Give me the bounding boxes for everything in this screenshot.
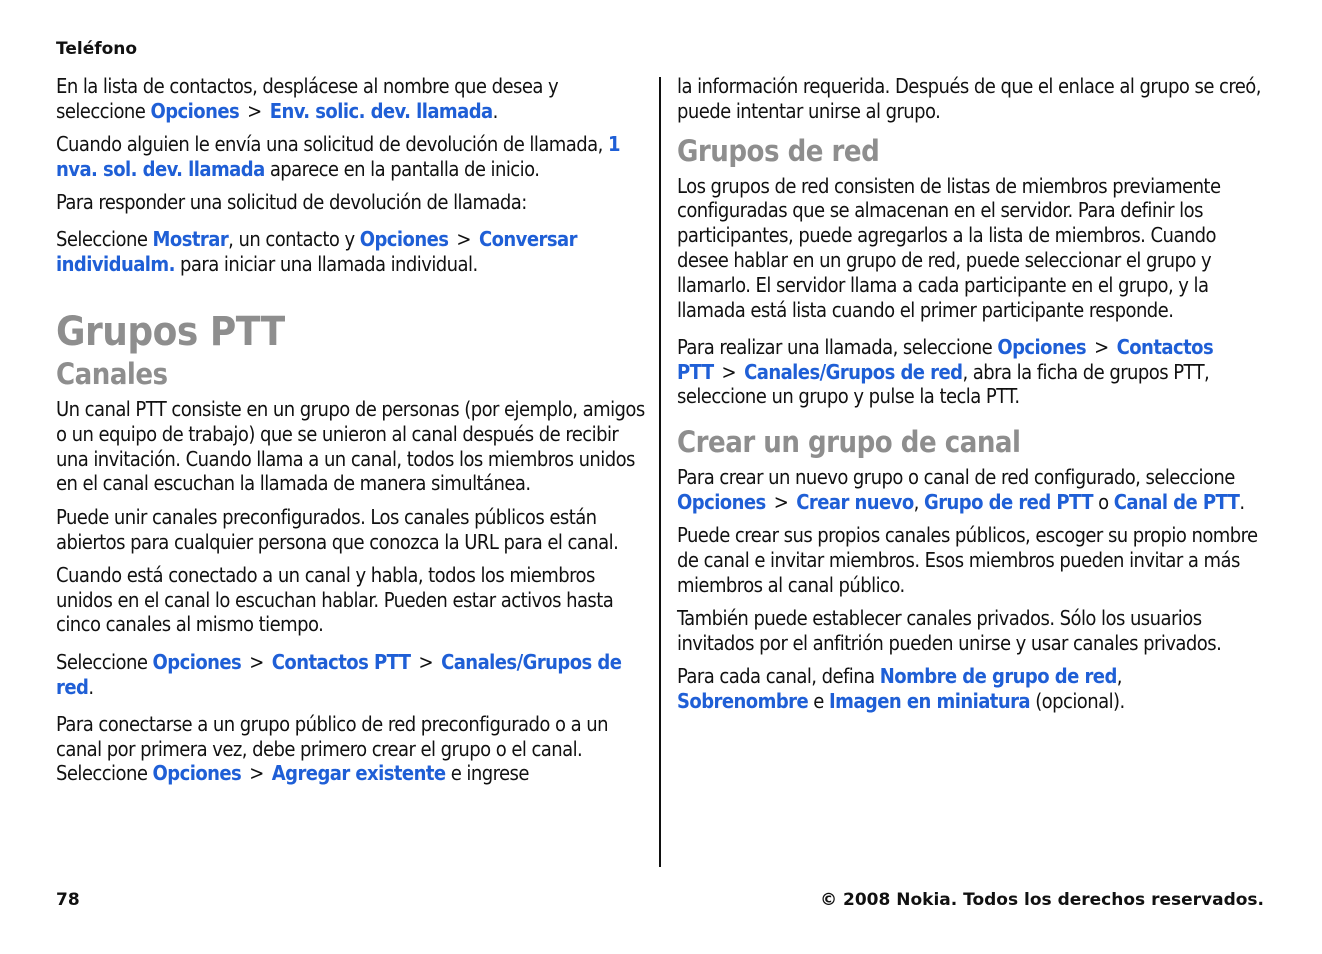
paragraph-incoming-request: Cuando alguien le envía una solicitud de devolución de llamada, 1 nva. sol. dev. llamada aparece en la pantalla de inicio.: [56, 132, 620, 181]
paragraph-own-public-channels: Puede crear sus propios canales públicos, escoger su propio nombre de canal e invitar miembros. Esos miembros pueden invitar a más miembros al canal público.: [677, 523, 1258, 597]
link-opciones[interactable]: Opciones: [997, 334, 1087, 359]
paragraph-channel-def: Un canal PTT consiste en un grupo de personas (por ejemplo, amigos o un equipo de trabajo) que se unieron al canal después de recibir una invitación. Cuando llama a un canal, todos los miembros unidos en el canal escuchan la llamada de manera simultánea.: [56, 397, 645, 496]
link-opciones[interactable]: Opciones: [150, 98, 240, 123]
section-heading-grupos-de-red: Grupos de red: [677, 133, 880, 168]
link-imagen-miniatura[interactable]: Imagen en miniatura: [829, 689, 1031, 714]
paragraph-connected: Cuando está conectado a un canal y habla, todos los miembros unidos en el canal lo escuchan hablar. Pueden estar activos hasta cinco canales al mismo tiempo.: [56, 562, 614, 637]
paragraph-public-channels: Puede unir canales preconfigurados. Los canales públicos están abiertos para cualquier persona que conozca la URL para el canal.: [56, 504, 619, 554]
paragraph-select-channels: Seleccione Opciones > Contactos PTT > Canales/Grupos de red.: [56, 649, 622, 699]
page-number: 78: [56, 890, 80, 910]
paragraph-define-channel: Para cada canal, defina Nombre de grupo de red, Sobrenombre e Imagen en miniatura (opcional).: [677, 664, 1125, 714]
link-conversar[interactable]: Conversar individualm.: [56, 227, 577, 277]
right-column: [677, 74, 1269, 722]
paragraph-return-call-request: En la lista de contactos, desplácese al nombre que desea y seleccione Opciones > Env. solic. dev. llamada.: [56, 74, 559, 123]
left-column: [56, 74, 648, 795]
copyright-notice: © 2008 Nokia. Todos los derechos reservados.: [820, 890, 1264, 910]
column-divider: [659, 77, 661, 867]
paragraph-create-group: Para crear un nuevo grupo o canal de red configurado, seleccione Opciones > Crear nuevo, Grupo de red PTT o Canal de PTT.: [677, 465, 1245, 515]
link-nva-sol[interactable]: 1 nva. sol. dev. llamada: [56, 132, 620, 181]
link-crear-nuevo[interactable]: Crear nuevo: [796, 490, 914, 515]
paragraph-connect-public: Para conectarse a un grupo público de red preconfigurado o a un canal por primera vez, debe primero crear el grupo o el canal. Seleccione Opciones > Agregar existente e ingrese: [56, 711, 608, 786]
link-canales-grupos[interactable]: Canales/Grupos de red: [56, 649, 622, 699]
link-nombre-grupo[interactable]: Nombre de grupo de red: [879, 664, 1117, 689]
link-sobrenombre[interactable]: Sobrenombre: [677, 689, 809, 714]
section-heading-canales: Canales: [56, 357, 168, 392]
link-canal-ptt[interactable]: Canal de PTT: [1113, 490, 1240, 515]
paragraph-respond: Para responder una solicitud de devolución de llamada:: [56, 190, 527, 215]
paragraph-continued: la información requerida. Después de que el enlace al grupo se creó, puede intentar unirse al grupo.: [677, 74, 1261, 123]
link-mostrar[interactable]: Mostrar: [152, 227, 229, 252]
page-title: Grupos PTT: [56, 309, 285, 356]
link-opciones[interactable]: Opciones: [152, 761, 242, 786]
link-contactos-ptt[interactable]: Contactos PTT: [677, 334, 1214, 384]
link-contactos-ptt[interactable]: Contactos PTT: [271, 649, 411, 674]
section-heading-crear-grupo: Crear un grupo de canal: [677, 425, 1021, 460]
paragraph-private-channels: También puede establecer canales privados. Sólo los usuarios invitados por el anfitrión pueden unirse y usar canales privados.: [677, 606, 1222, 656]
link-opciones[interactable]: Opciones: [359, 227, 449, 252]
paragraph-select-show: Seleccione Mostrar, un contacto y Opciones > Conversar individualm. para iniciar una llamada individual.: [56, 227, 577, 277]
paragraph-make-call: Para realizar una llamada, seleccione Opciones > Contactos PTT > Canales/Grupos de red, abra la ficha de grupos PTT, seleccione un grupo y pulse la tecla PTT.: [677, 334, 1214, 409]
link-agregar-existente[interactable]: Agregar existente: [271, 761, 446, 786]
paragraph-network-groups: Los grupos de red consisten de listas de miembros previamente configuradas que se almacenan en el servidor. Para definir los participantes, puede agregarlos a la lista de miembros. Cuando desee hablar en un grupo de red, puede seleccionar el grupo y llamarlo. El servidor llama a cada participante en el grupo, y la llamada está lista cuando el primer participante responde.: [677, 173, 1221, 322]
link-grupo-red-ptt[interactable]: Grupo de red PTT: [924, 490, 1093, 515]
link-env-solic[interactable]: Env. solic. dev. llamada: [269, 98, 493, 123]
link-opciones[interactable]: Opciones: [152, 649, 242, 674]
link-opciones[interactable]: Opciones: [677, 490, 766, 515]
running-header: Teléfono: [56, 39, 138, 59]
link-canales-grupos[interactable]: Canales/Grupos de red: [744, 359, 963, 384]
